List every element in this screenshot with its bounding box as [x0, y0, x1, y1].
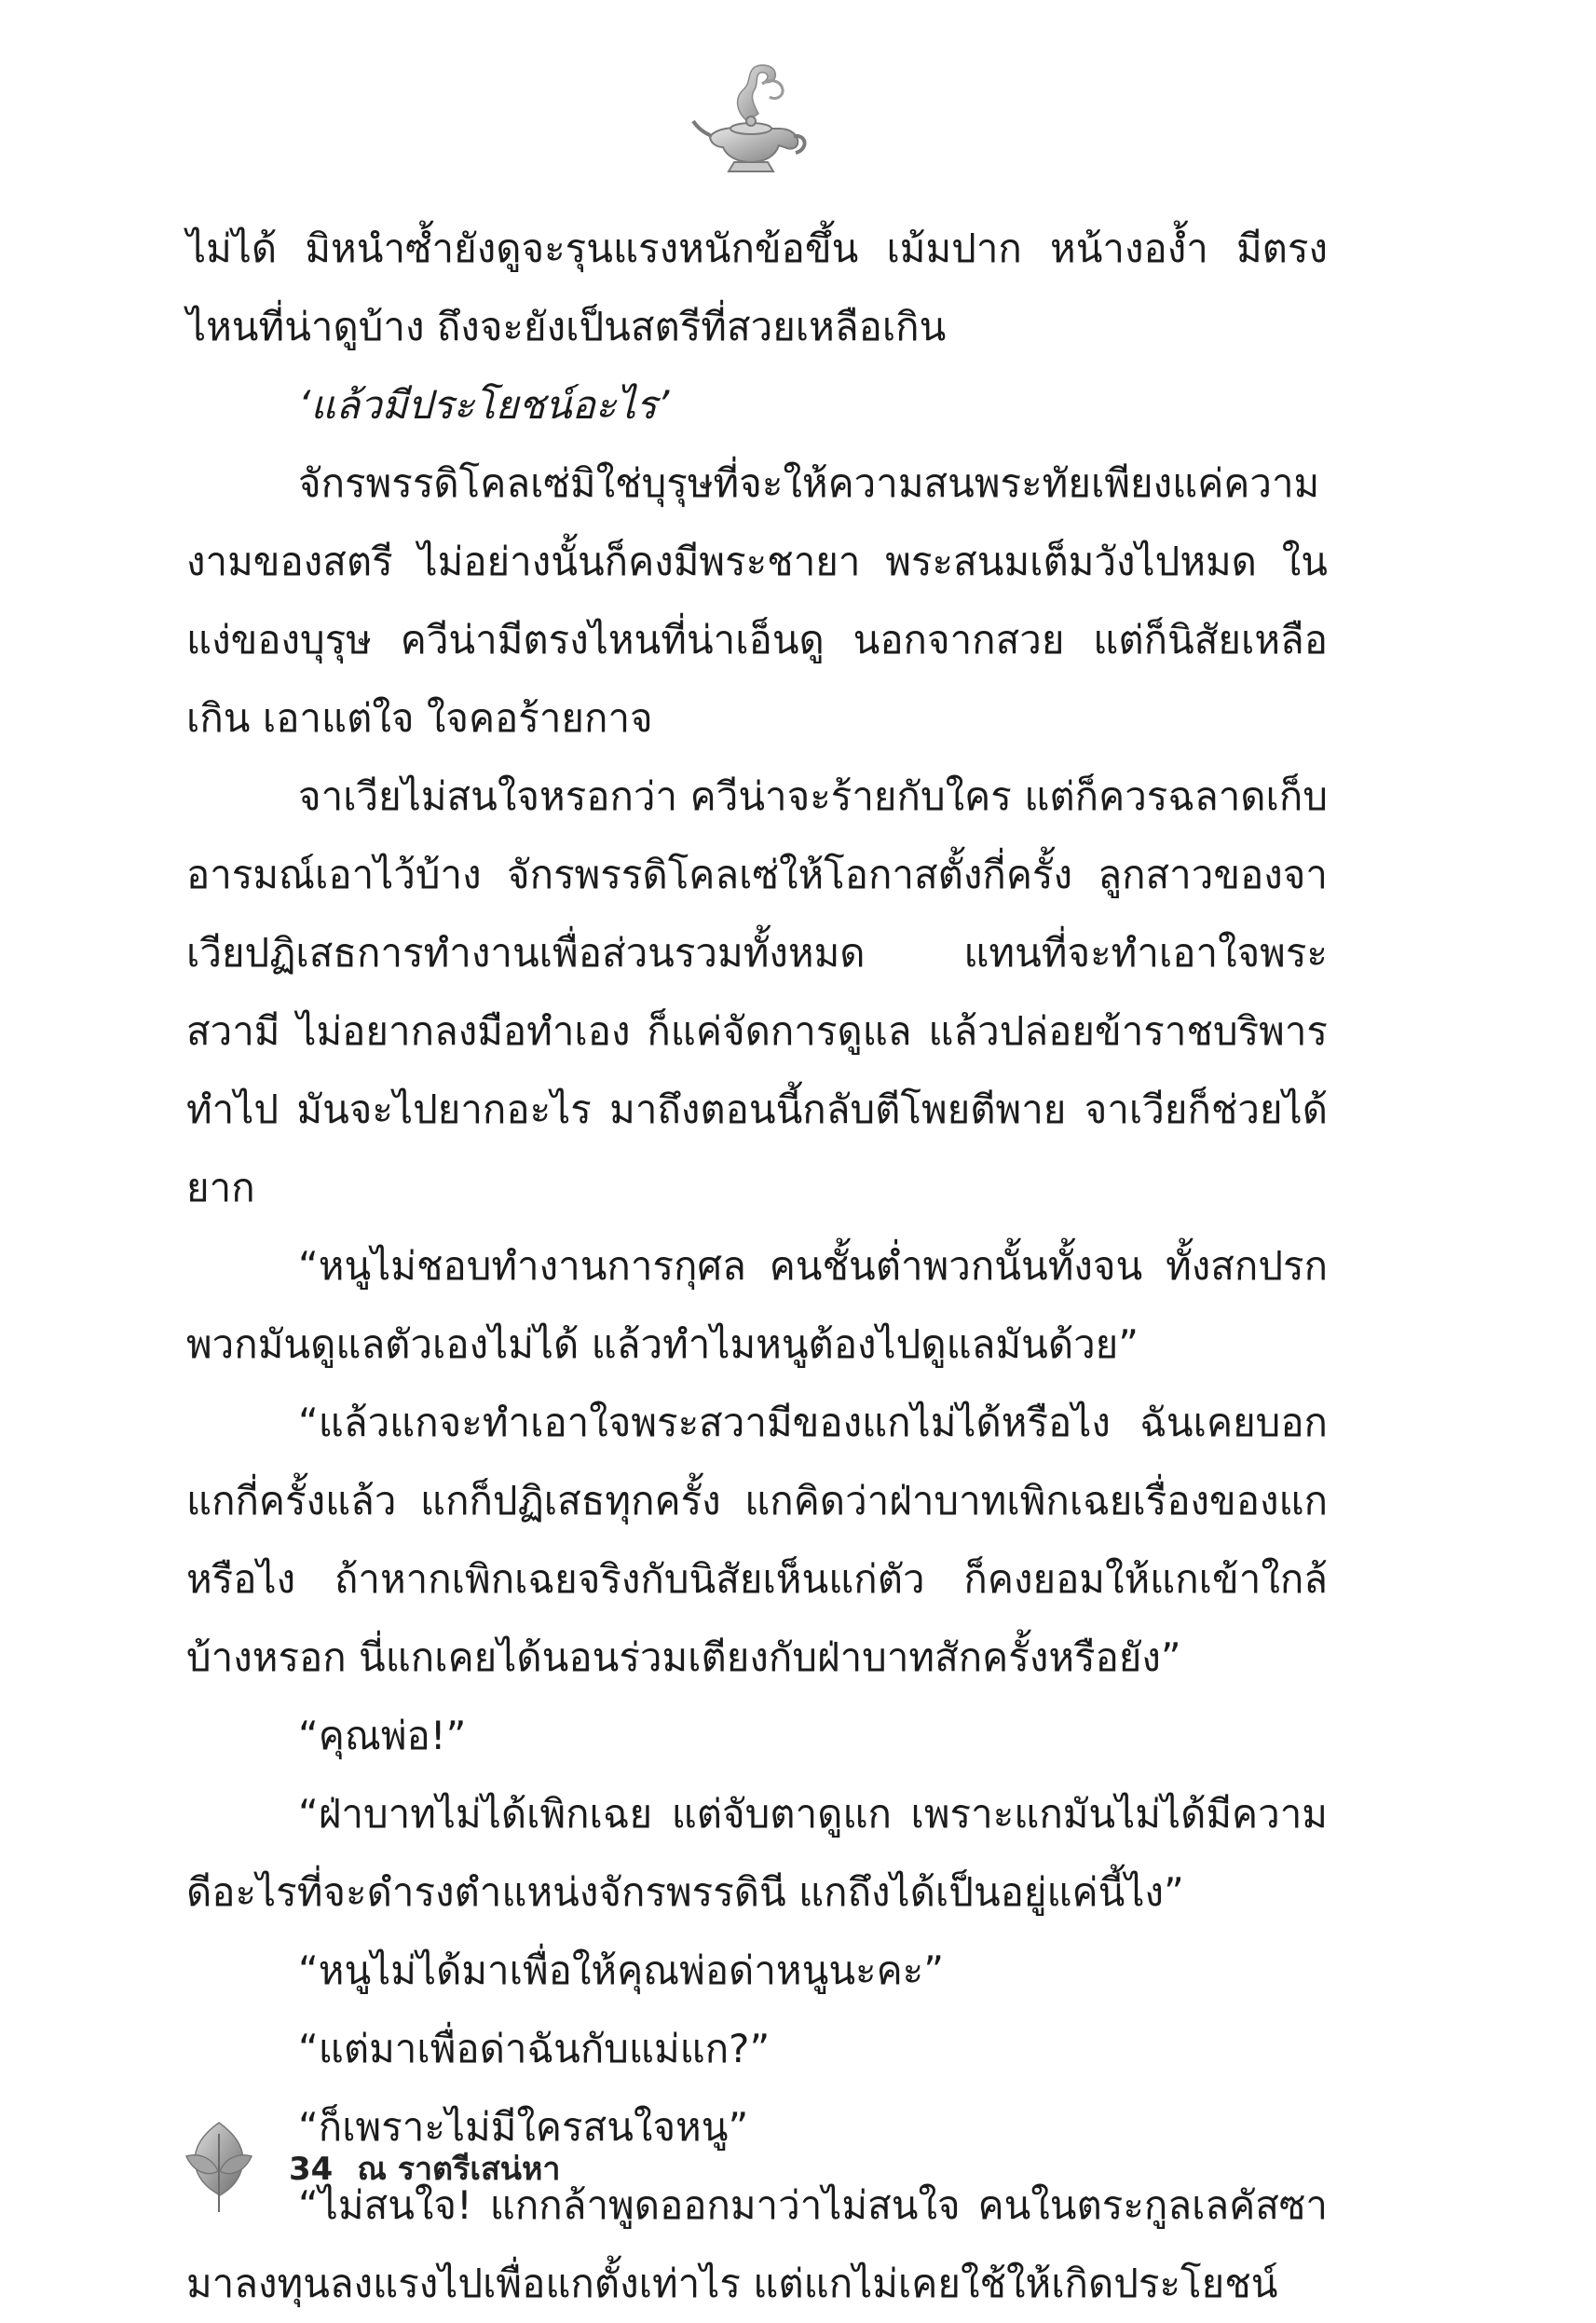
paragraph-dialogue: “ไม่สนใจ! แกกล้าพูดออกมาว่าไม่สนใจ คนในตระกูลเลคัสซามาลงทุนลงแรงไปเพื่อแกตั้งเท่าไร แต่แกไม่เคยใช้ให้เกิดประโยชน์ [186, 2182, 1328, 2306]
paragraph-dialogue: “แล้วแกจะทำเอาใจพระสวามีของแกไม่ได้หรือไง ฉันเคยบอกแกกี่ครั้งแล้ว แกก็ปฏิเสธทุกครั้ง แกคิดว่าฝ่าบาทเพิกเฉยเรื่องของแกหรือไง ถ้าหากเพิกเฉยจริงกับนิสัยเห็นแก่ตัว ก็คงยอมให้แกเข้าใกล้บ้างหรอก นี่แกเคยได้นอนร่วมเตียงกับฝ่าบาทสักครั้งหรือยัง” [186, 1400, 1328, 1680]
paragraph: ไม่ได้ มิหนำซ้ำยังดูจะรุนแรงหนักข้อขึ้น เม้มปาก หน้างอง้ำ มีตรงไหนที่น่าดูบ้าง ถึงจะยังเป็นสตรีที่สวยเหลือเกิน [186, 225, 1328, 349]
paragraph: จักรพรรดิโคลเซ่มิใช่บุรุษที่จะให้ความสนพระทัยเพียงแค่ความงามของสตรี ไม่อย่างนั้นก็คงมีพระชายา พระสนมเต็มวังไปหมด ในแง่ของบุรุษ ควีน่ามีตรงไหนที่น่าเอ็นดู นอกจากสวย แต่ก็นิสัยเหลือเกิน เอาแต่ใจ ใจคอร้ายกาจ [186, 460, 1328, 741]
footer-caption [289, 2143, 585, 2193]
paragraph-dialogue: “คุณพ่อ!” [298, 1713, 467, 1758]
paragraph-dialogue: “ก็เพราะไม่มีใครสนใจหนู” [298, 2104, 749, 2150]
paragraph-italic-thought: ‘แล้วมีประโยชน์อะไร’ [298, 382, 670, 428]
paragraph-dialogue: “ฝ่าบาทไม่ได้เพิกเฉย แต่จับตาดูแก เพราะแกมันไม่ได้มีความดีอะไรที่จะดำรงตำแหน่งจักรพรรดินี แกถึงได้เป็นอยู่แค่นี้ไง” [186, 1791, 1328, 1915]
page-footer [177, 2115, 829, 2218]
lamp-genie-emblem-icon [689, 56, 815, 182]
paragraph-dialogue: “หนูไม่ชอบทำงานการกุศล คนชั้นต่ำพวกนั้นทั้งจน ทั้งสกปรก พวกมันดูแลตัวเองไม่ได้ แล้วทำไมหนูต้องไปดูแลมันด้วย” [186, 1243, 1328, 1367]
paragraph: จาเวียไม่สนใจหรอกว่า ควีน่าจะร้ายกับใคร แต่ก็ควรฉลาดเก็บอารมณ์เอาไว้บ้าง จักรพรรดิโคลเซ่ให้โอกาสตั้งกี่ครั้ง ลูกสาวของจาเวียปฏิเสธการทำงานเพื่อส่วนรวมทั้งหมด แทนที่จะทำเอาใจพระสวามี ไม่อยากลงมือทำเอง ก็แค่จัดการดูแล แล้วปล่อยข้าราชบริพารทำไป มันจะไปยากอะไร มาถึงตอนนี้กลับตีโพยตีพาย จาเวียก็ช่วยได้ยาก [186, 773, 1328, 1210]
page-number: 34 [289, 2151, 334, 2188]
book-title: ณ ราตรีเสน่หา [357, 2151, 561, 2188]
paragraph-dialogue: “แต่มาเพื่อด่าฉันกับแม่แก?” [298, 2026, 771, 2071]
body-text [186, 210, 1328, 2323]
paragraph-dialogue: “หนูไม่ได้มาเพื่อให้คุณพ่อด่าหนูนะคะ” [298, 1947, 944, 1993]
leaf-icon [177, 2115, 261, 2218]
